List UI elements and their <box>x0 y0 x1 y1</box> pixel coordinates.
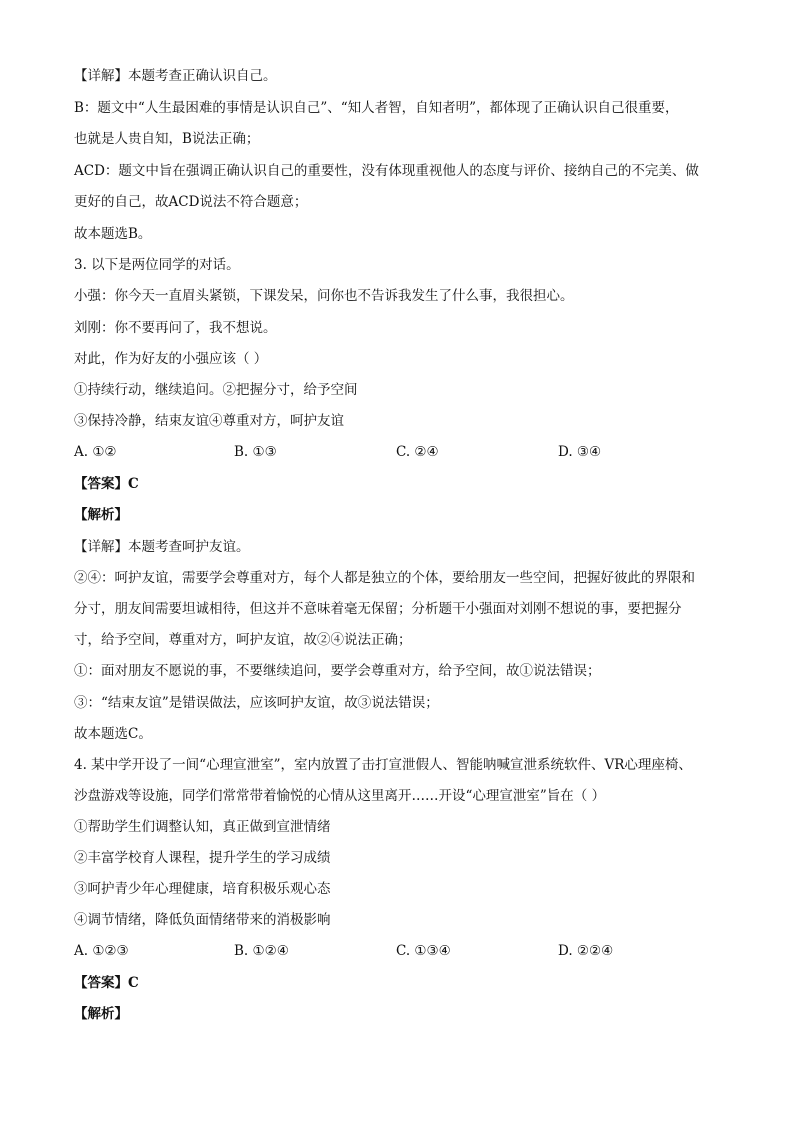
q2-acd-explanation-line2: 更好的自己，故ACD说法不符合题意； <box>74 194 308 210</box>
q3-dialog-xiaoqiang: 小强：你今天一直眉头紧锁，下课发呆，问你也不告诉我发生了什么事，我很担心。 <box>74 288 574 304</box>
q3-stem: 3. 以下是两位同学的对话。 <box>74 257 240 273</box>
q3-dialog-liugang: 刘刚：你不要再问了，我不想说。 <box>74 320 277 336</box>
q4-item-3: ③呵护青少年心理健康，培育积极乐观心态 <box>74 881 331 897</box>
q3-item-line2: ③保持冷静，结束友谊④尊重对方，呵护友谊 <box>74 413 344 429</box>
q2-conclusion: 故本题选B。 <box>74 226 152 242</box>
q4-option-b: B. ①②④ <box>234 943 289 959</box>
q3-question: 对此，作为好友的小强应该（ ） <box>74 351 268 367</box>
q4-option-c: C. ①③④ <box>396 943 451 959</box>
q4-item-4: ④调节情绪，降低负面情绪带来的消极影响 <box>74 912 331 928</box>
q3-option-a: A. ①② <box>74 444 117 460</box>
q2-detail-heading: 【详解】本题考查正确认识自己。 <box>74 68 277 84</box>
q4-option-d: D. ②②④ <box>558 943 614 959</box>
q2-b-explanation-line2: 也就是人贵自知，B说法正确； <box>74 131 260 147</box>
q3-conclusion: 故本题选C。 <box>74 726 152 742</box>
q2-acd-explanation-line1: ACD：题文中旨在强调正确认识自己的重要性，没有体现重视他人的态度与评价、接纳自己的不完美、做 <box>74 163 699 179</box>
q3-analysis-heading: 【解析】 <box>74 507 128 523</box>
q3-explanation-24-line2: 分寸，朋友间需要坦诚相待，但这并不意味着毫无保留；分析题干小强面对刘刚不想说的事，要把握分 <box>74 601 682 617</box>
q3-option-c: C. ②④ <box>396 444 439 460</box>
q4-item-2: ②丰富学校育人课程，提升学生的学习成绩 <box>74 850 331 866</box>
q4-option-a: A. ①②③ <box>74 943 129 959</box>
q3-explanation-24-line3: 寸，给予空间，尊重对方，呵护友谊，故②④说法正确； <box>74 632 412 648</box>
q4-stem-line2: 沙盘游戏等设施，同学们常常带着愉悦的心情从这里离开……开设“心理宣泄室”旨在（ ） <box>74 788 606 804</box>
q3-option-d: D. ③④ <box>558 444 602 460</box>
q3-detail-heading: 【详解】本题考查呵护友谊。 <box>74 539 250 555</box>
q3-option-b: B. ①③ <box>234 444 277 460</box>
q3-explanation-24-line1: ②④：呵护友谊，需要学会尊重对方，每个人都是独立的个体，要给朋友一些空间，把握好彼此的界限和 <box>74 570 695 586</box>
q3-explanation-1: ①：面对朋友不愿说的事，不要继续追问，要学会尊重对方，给予空间，故①说法错误； <box>74 663 601 679</box>
q2-b-explanation-line1: B：题文中“人生最困难的事情是认识自己”、“知人者智，自知者明”，都体现了正确认识自己很重要， <box>74 100 679 116</box>
q3-explanation-3: ③：“结束友谊”是错误做法，应该呵护友谊，故③说法错误； <box>74 695 439 711</box>
q3-answer: 【答案】C <box>74 476 139 492</box>
q4-analysis-heading: 【解析】 <box>74 1006 128 1022</box>
q3-item-line1: ①持续行动，继续追问。②把握分寸，给予空间 <box>74 382 358 398</box>
q4-item-1: ①帮助学生们调整认知，真正做到宣泄情绪 <box>74 819 331 835</box>
q4-stem-line1: 4. 某中学开设了一间“心理宣泄室”，室内放置了击打宣泄假人、智能呐喊宣泄系统软件、VR心理座椅、 <box>74 757 692 773</box>
q4-answer: 【答案】C <box>74 975 139 991</box>
